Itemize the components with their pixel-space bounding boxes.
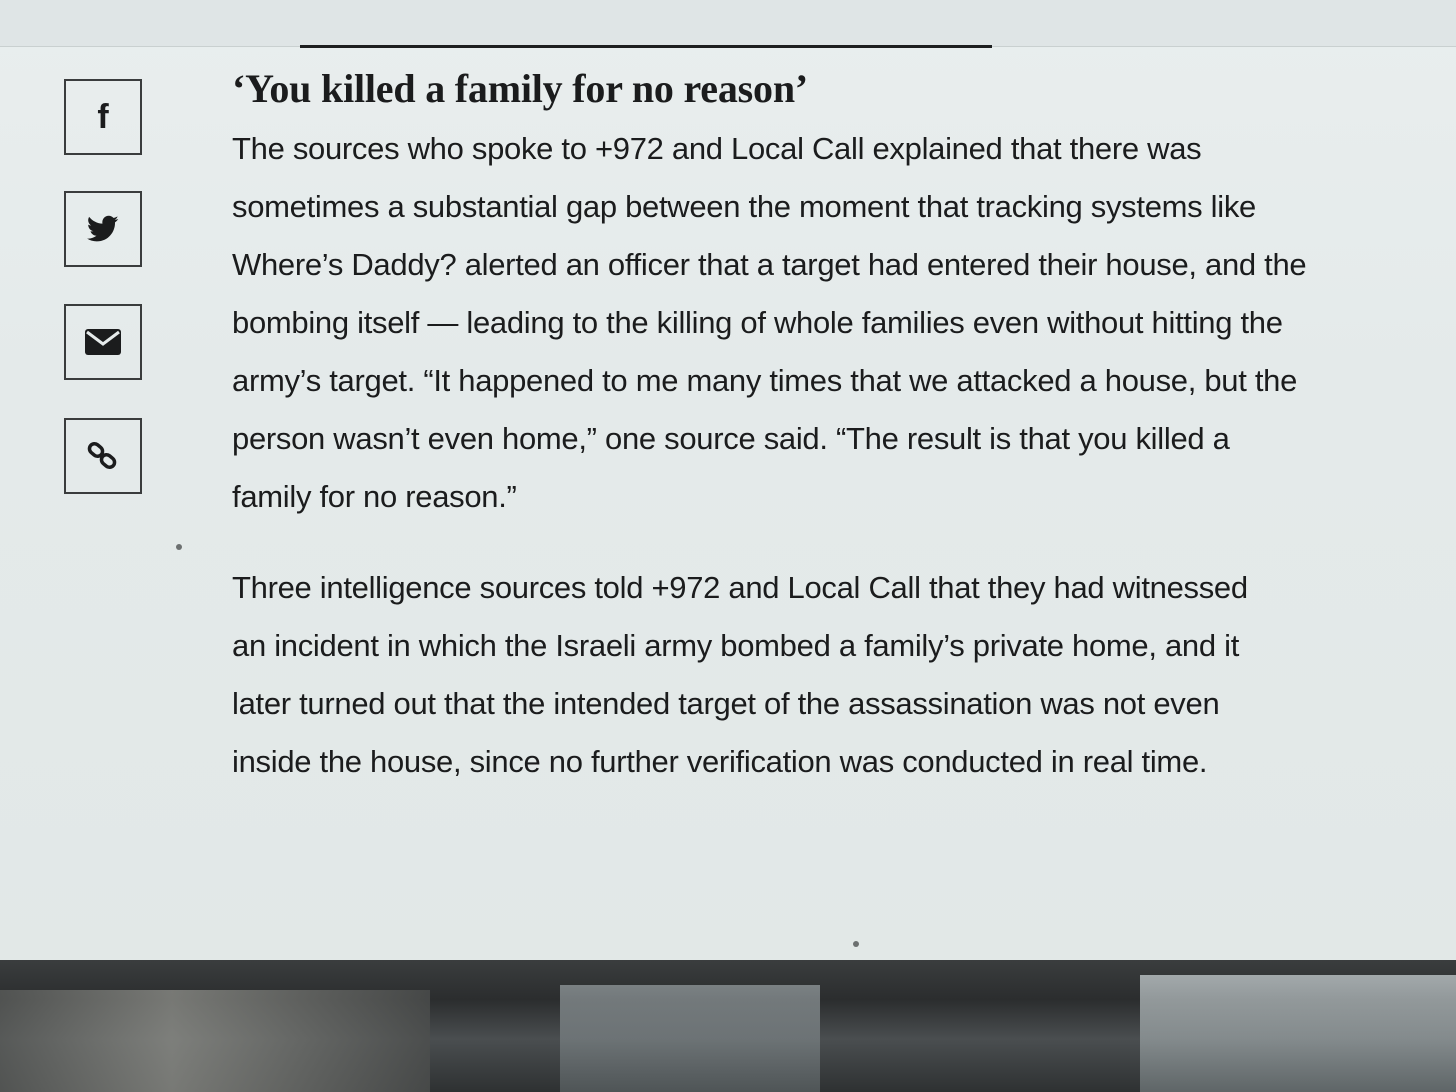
- share-twitter-button[interactable]: [64, 191, 142, 267]
- facebook-icon: f: [97, 98, 109, 136]
- link-icon: [86, 439, 120, 473]
- top-bar: [0, 0, 1456, 47]
- background-object: [560, 985, 820, 1092]
- background-object: [0, 990, 430, 1092]
- section-divider: [300, 45, 992, 48]
- email-icon: [85, 329, 121, 355]
- share-link-button[interactable]: [64, 418, 142, 494]
- twitter-icon: [87, 215, 119, 243]
- screen-speck: [176, 544, 182, 550]
- article-paragraph: Three intelligence sources told +972 and Local Call that they had witnessed an incident in which the Israeli army bombed a family’s private home, and it later turned out that the intended target of the assassination was not even inside the house, since no further verification was conducted in real time.: [232, 570, 1248, 779]
- article-paragraph: The sources who spoke to +972 and Local Call explained that there was sometimes a substantial gap between the moment that tracking systems like Where’s Daddy? alerted an officer that a target had entered their house, and the bombing itself — leading to the killing of whole families even without hitting the army’s target. “It happened to me many times that we attacked a house, but the person wasn’t even home,” one source said. “The result is that you killed a family for no reason.”: [232, 131, 1307, 514]
- share-facebook-button[interactable]: [64, 79, 142, 155]
- section-heading: ‘You killed a family for no reason’: [232, 66, 808, 111]
- share-email-button[interactable]: [64, 304, 142, 380]
- article-body: [232, 64, 1322, 791]
- screen-speck: [853, 941, 859, 947]
- background-object: [1140, 975, 1456, 1092]
